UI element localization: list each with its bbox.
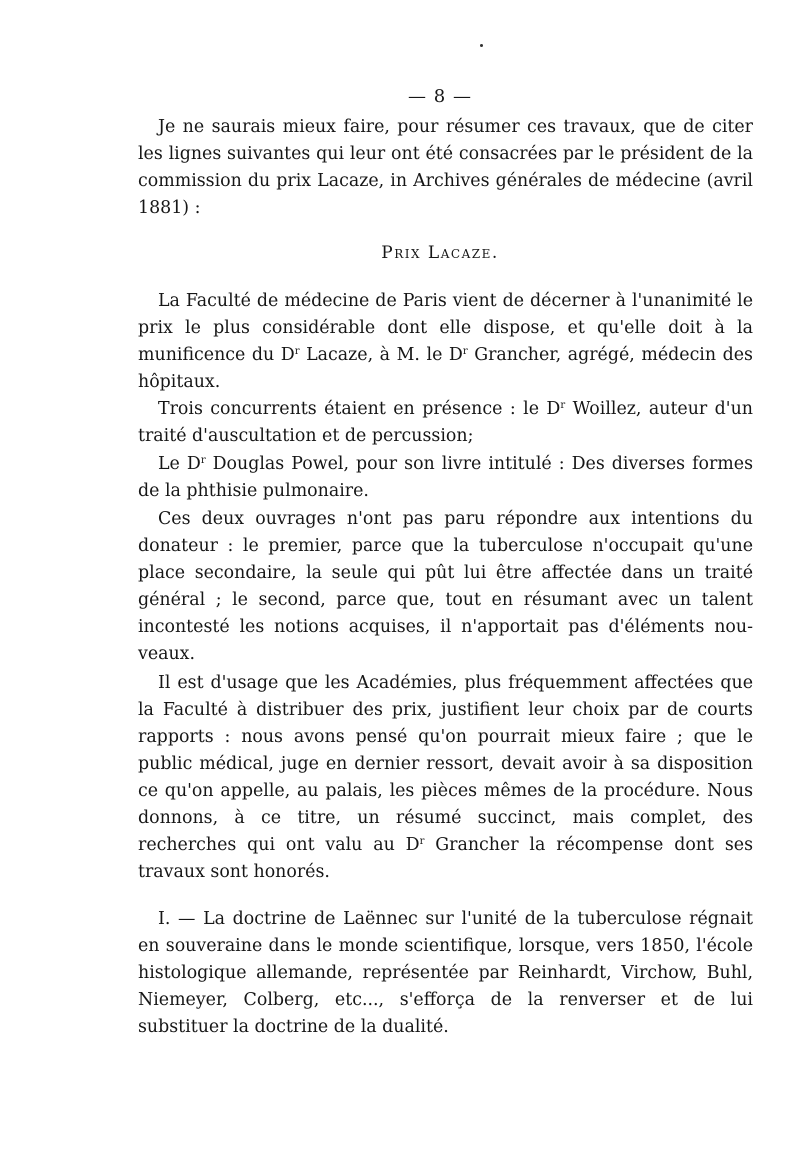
paragraph-competitors	[138, 396, 753, 450]
superscript: r	[560, 400, 566, 411]
text-span: Il est d'usage que les Académies, plus fréquemment affectées que la Faculté à distribuer des prix, justifient leur choix par de courts rapports : nous avons pensé qu'on pourrait mieux faire ; que le public médical, juge en dernier ressort, devait avoir à sa disposition ce qu'on appelle, au palais, les pièces mêmes de la procédure. Nous donnons, à ce titre, un résumé succinct, mais complet, des recherches qui ont valu au D	[138, 673, 753, 855]
text-span: Woillez, auteur d'un traité d'auscultation et de percussion;	[138, 399, 753, 446]
ink-speck	[480, 44, 483, 47]
paragraph-faculty-award	[138, 288, 753, 396]
section-heading: Prix Lacaze.	[381, 243, 499, 263]
text-span: Lacaze, à M. le D	[299, 345, 463, 365]
superscript: r	[462, 346, 468, 357]
text-span: Grancher, agrégé, médecin des hôpitaux.	[138, 345, 753, 392]
paragraph-laennec-doctrine: I. — La doctrine de Laënnec sur l'unité de la tuberculose régnait en souveraine dans le monde scientifique, lorsque, vers 1850, l'école histologique allemande, représentée par Reinhardt, Virchow, Buhl, Niemeyer, Colberg, etc..., s'efforça de la renverser et de lui substituer la doctrine de la dualité.	[138, 909, 753, 1037]
paragraph-academies	[138, 670, 753, 886]
text-span: Grancher la récompense dont ses travaux sont honorés.	[138, 835, 753, 882]
page-number: — 8 —	[408, 86, 472, 107]
paragraph-douglas-powel	[138, 451, 753, 505]
text-span: La Faculté de médecine de Paris vient de décerner à l'unanimité le prix le plus considérable dont elle dispose, et qu'elle doit à la munificence du D	[138, 291, 753, 365]
superscript: r	[294, 346, 300, 357]
text-span: Douglas Powel, pour son livre intitulé : Des diverses formes de la phthisie pulmonaire.	[138, 454, 753, 501]
intro-paragraph: Je ne saurais mieux faire, pour résumer ces travaux, que de citer les lignes suivantes qui leur ont été consacrées par le président de la commission du prix Lacaze, in Archives générales de médecine (avril 1881) :	[138, 117, 753, 218]
superscript: r	[200, 455, 206, 466]
paragraph-two-works: Ces deux ouvrages n'ont pas paru répondre aux intentions du donateur : le premier, parce que la tuberculose n'occupait qu'une place secondaire, la seule qui pût lui être affectée dans un traité général ; le second, parce que, tout en résumant avec un talent incontesté les notions acquises, il n'apportait pas d'éléments nouveaux.	[138, 509, 753, 664]
text-span: Le D	[158, 454, 201, 474]
superscript: r	[419, 836, 425, 847]
text-span: Trois concurrents étaient en présence : le D	[158, 399, 561, 419]
